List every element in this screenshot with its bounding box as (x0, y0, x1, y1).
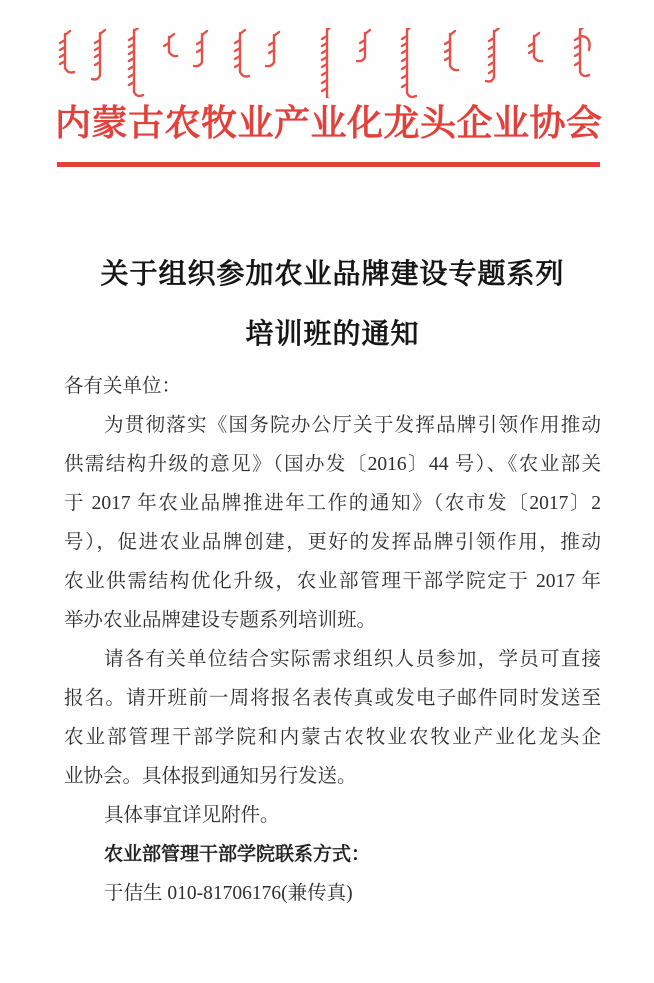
body-line-7: 请各有关单位结合实际需求组织人员参加，学员可直接 (104, 649, 601, 670)
notice-body (64, 367, 601, 913)
attachment-note-line: 具体事宜详见附件。 (104, 805, 280, 826)
notice-document (0, 244, 654, 913)
body-line-1: 为贯彻落实《国务院办公厅关于发挥品牌引领作用推动 (104, 415, 601, 436)
body-line-2: 供需结构升级的意见》（国办发〔2016〕44 号）、《农业部关 (64, 454, 601, 475)
contact-header-line: 农业部管理干部学院联系方式： (104, 844, 371, 865)
body-line-8: 报名。请开班前一周将报名表传真或发电子邮件同时发送至 (64, 688, 601, 709)
body-line-4: 号），促进农业品牌创建，更好的发挥品牌引领作用，推动 (64, 532, 601, 553)
notice-title (64, 244, 601, 364)
org-name: 内蒙古农牧业产业化龙头企业协会 (55, 103, 602, 143)
body-line-3: 于 2017 年农业品牌推进年工作的通知》（农市发〔2017〕2 (64, 493, 601, 514)
title-line-1: 关于组织参加农业品牌建设专题系列 (100, 258, 565, 289)
letterhead (0, 0, 654, 167)
letterhead-rule (57, 162, 600, 167)
salutation-line: 各有关单位： (64, 376, 182, 397)
body-line-6: 举办农业品牌建设专题系列培训班。 (64, 610, 377, 631)
body-line-5: 农业供需结构优化升级，农业部管理干部学院定于 2017 年 (64, 571, 601, 592)
body-line-9: 农业部管理干部学院和内蒙古农牧业农牧业产业化龙头企 (64, 727, 601, 748)
body-line-10: 业协会。具体报到通知另行发送。 (64, 766, 357, 787)
contact-info-line: 于佶生 010-81706176(兼传真) (104, 883, 353, 904)
title-line-2: 培训班的通知 (245, 318, 420, 349)
mongolian-script (57, 28, 600, 98)
